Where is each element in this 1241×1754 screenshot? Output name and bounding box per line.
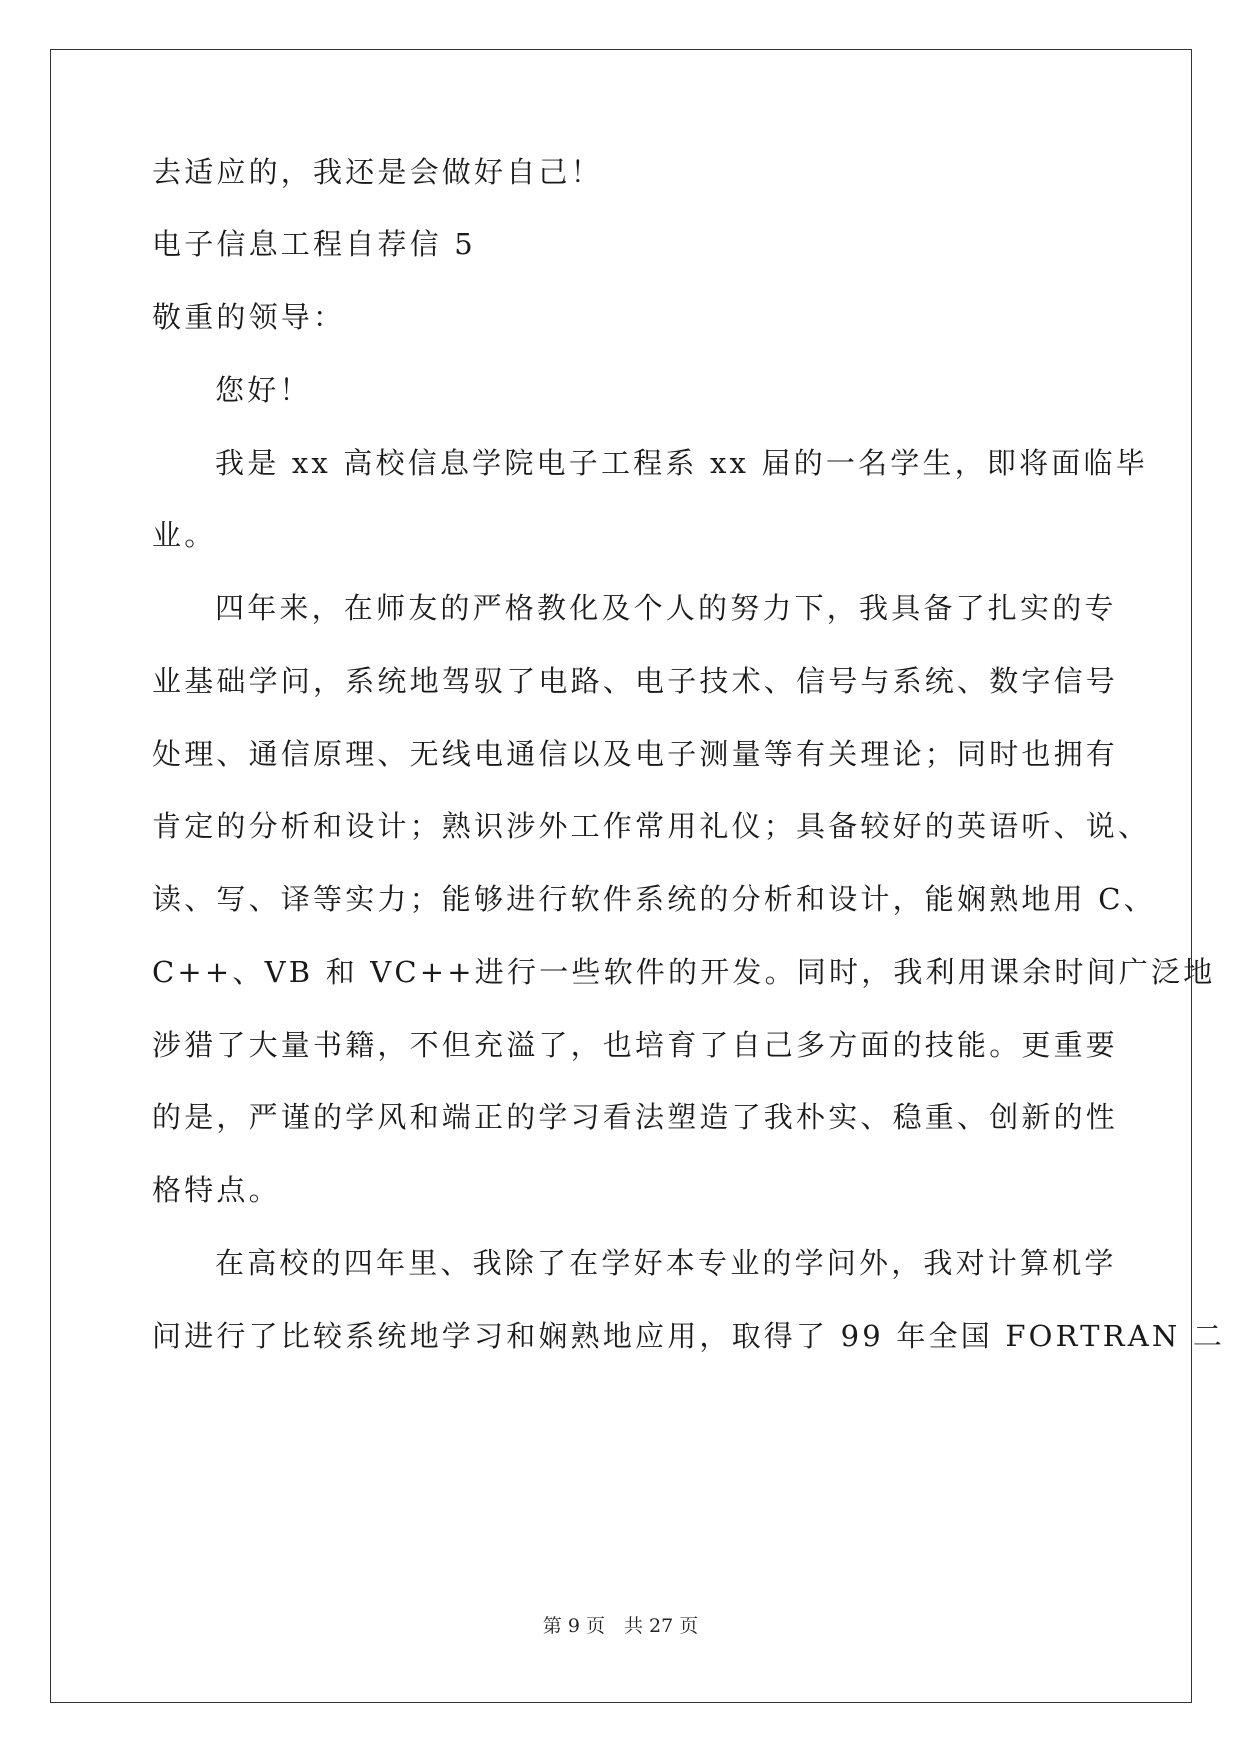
text-line: 我是 xx 高校信息学院电子工程系 xx 届的一名学生，即将面临毕 bbox=[215, 446, 1148, 480]
text-line: C++、VB 和 VC++进行一些软件的开发。同时，我利用课余时间广泛地 bbox=[152, 955, 1216, 989]
text-line: 处理、通信原理、无线电通信以及电子测量等有关理论；同时也拥有 bbox=[152, 737, 1119, 771]
text-line: 肯定的分析和设计；熟识涉外工作常用礼仪；具备较好的英语听、说、 bbox=[152, 809, 1151, 843]
text-line: 读、写、译等实力；能够进行软件系统的分析和设计，能娴熟地用 C、 bbox=[152, 882, 1156, 916]
section-title: 电子信息工程自荐信 5 bbox=[152, 227, 476, 261]
text-line: 涉猎了大量书籍，不但充溢了，也培育了自己多方面的技能。更重要 bbox=[152, 1028, 1119, 1062]
greeting: 您好！ bbox=[215, 373, 312, 407]
text-line: 四年来，在师友的严格教化及个人的努力下，我具备了扎实的专 bbox=[215, 591, 1117, 625]
text-line: 业。 bbox=[152, 518, 217, 552]
salutation: 敬重的领导： bbox=[152, 300, 346, 334]
page-number: 第 9 页 共 27 页 bbox=[542, 1615, 699, 1637]
text-line: 业基础学问，系统地驾驭了电路、电子技术、信号与系统、数字信号 bbox=[152, 664, 1119, 698]
text-line: 问进行了比较系统地学习和娴熟地应用，取得了 99 年全国 FORTRAN 二 bbox=[152, 1319, 1226, 1353]
text-line: 的是，严谨的学风和端正的学习看法塑造了我朴实、稳重、创新的性 bbox=[152, 1100, 1119, 1134]
text-line: 在高校的四年里、我除了在学好本专业的学问外，我对计算机学 bbox=[215, 1246, 1117, 1280]
text-line: 去适应的，我还是会做好自己！ bbox=[152, 155, 603, 189]
text-line: 格特点。 bbox=[152, 1173, 281, 1207]
